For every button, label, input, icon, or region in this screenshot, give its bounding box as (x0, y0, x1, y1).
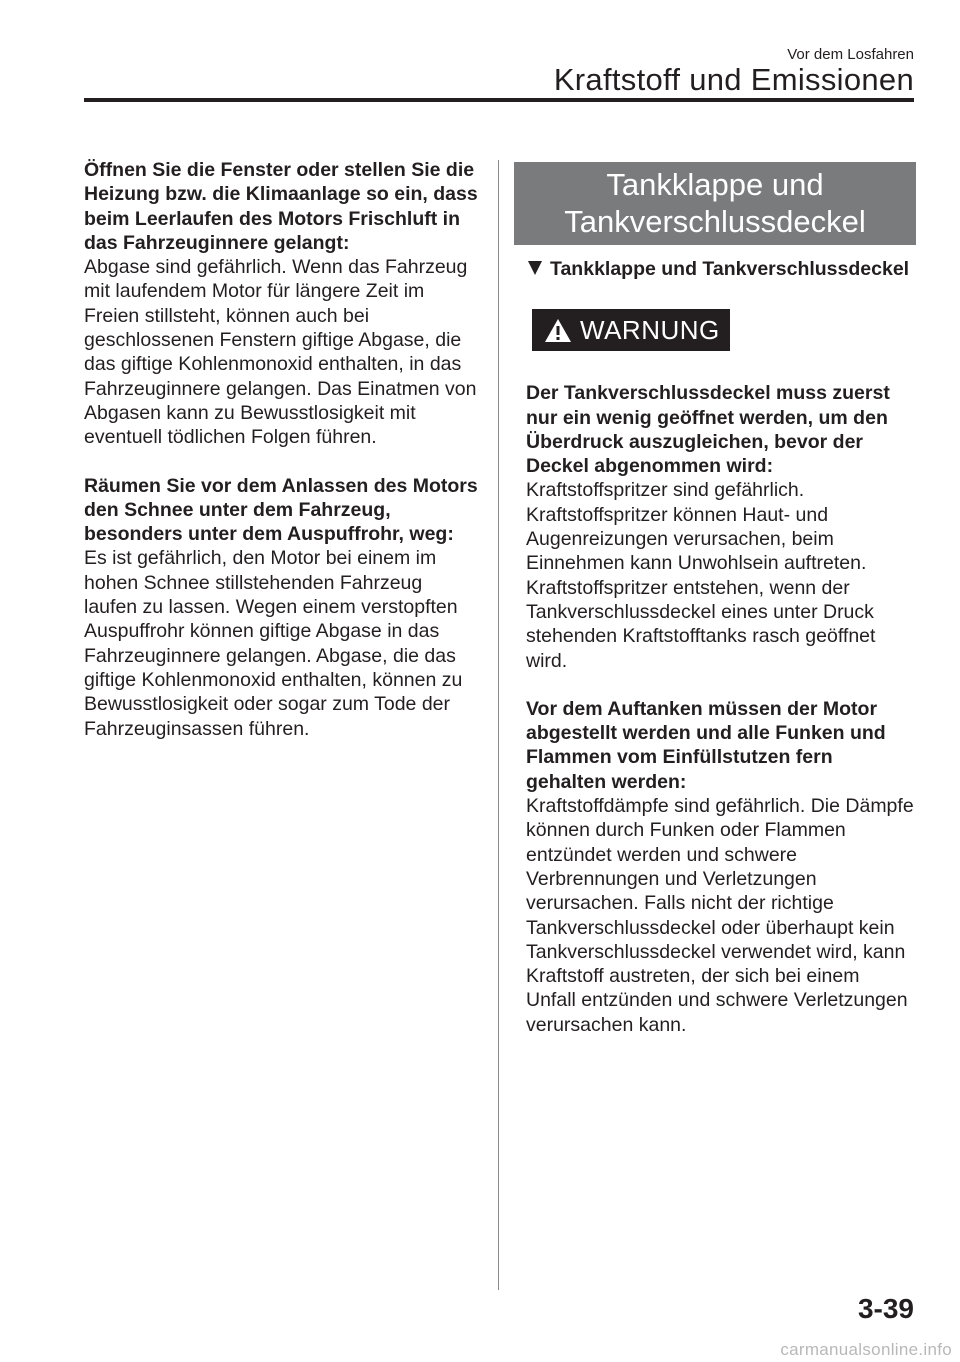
watermark: carmanualsonline.info (780, 1340, 952, 1359)
block-text: Kraftstoffdämpfe sind gefährlich. Die Dämpfe können durch Funken oder Flammen entzündet werden und schwere Verbrennungen und Verletzungen verursachen. Falls nicht der richtige Tankverschlussdeckel oder überhaupt kein Tankverschlussdeckel verwendet wird, kann Kraftstoff austreten, der sich bei einem Unfall entzünden und schwere Verletzungen verursachen kann. (526, 795, 914, 1036)
section-banner-line: Tankklappe und (606, 167, 824, 202)
section-banner-line: Tankverschlussdeckel (564, 204, 866, 239)
header-rule (84, 98, 914, 102)
block-text: Abgase sind gefährlich. Wenn das Fahrzeug mit laufendem Motor für längere Zeit im Freien stillsteht, können auch bei geschlossenen Fenstern giftige Abgase, die das giftige Kohlenmonoxid enthalten, in das Fahrzeuginnere gelangen. Das Einatmen von Abgasen kann zu Bewusstlosigkeit mit eventuell tödlichen Folgen führen. (84, 256, 477, 449)
block-heading: Räumen Sie vor dem Anlassen des Motors den Schnee unter dem Fahrzeug, besonders unter dem Auspuffrohr, weg: (84, 474, 478, 546)
warning-block (84, 474, 480, 741)
subsection-title: Tankklappe und Tankverschlussdeckel (550, 258, 910, 280)
warning-body (526, 381, 914, 1037)
warning-badge (532, 309, 730, 351)
section-header-title: Kraftstoff und Emissionen (553, 62, 914, 97)
column-divider (498, 160, 499, 1290)
chapter-label: Vor dem Losfahren (787, 46, 914, 63)
right-column (512, 162, 914, 1061)
block-heading: Vor dem Auftanken müssen der Motor abgestellt werden und alle Funken und Flammen vom Einfüllstutzen fern gehalten werden: (526, 697, 886, 793)
warning-triangle-icon (544, 318, 572, 343)
warning-block (526, 381, 914, 673)
block-heading: Öffnen Sie die Fenster oder stellen Sie die Heizung bzw. die Klimaanlage so ein, dass beim Leerlaufen des Motors Frischluft in das Fahrzeuginnere gelangt: (84, 159, 478, 254)
left-column (84, 158, 480, 765)
triangle-down-icon (528, 261, 542, 275)
warning-block (526, 697, 914, 1037)
warning-block (84, 158, 480, 450)
page-number: 3-39 (857, 1293, 914, 1324)
block-text: Kraftstoffspritzer sind gefährlich. Kraftstoffspritzer können Haut- und Augenreizungen verursachen, beim Einnehmen kann Unwohlsein auftreten. Kraftstoffspritzer entstehen, wenn der Tankverschlussdeckel eines unter Druck stehenden Kraftstofftanks rasch geöffnet wird. (526, 479, 876, 672)
section-banner (514, 162, 916, 245)
subsection-heading (512, 257, 914, 281)
block-heading: Der Tankverschlussdeckel muss zuerst nur ein wenig geöffnet werden, um den Überdruck auszugleichen, bevor der Deckel abgenommen wird: (526, 382, 890, 478)
block-text: Es ist gefährlich, den Motor bei einem im hohen Schnee stillstehenden Fahrzeug laufen zu lassen. Wegen einem verstopften Auspuffrohr können giftige Abgase in das Fahrzeuginnere gelangen. Abgase, die das giftige Kohlenmonoxid enthalten, können zu Bewusstlosigkeit oder sogar zum Tode der Fahrzeuginsassen führen. (84, 547, 463, 740)
warning-label: WARNUNG (580, 315, 720, 346)
